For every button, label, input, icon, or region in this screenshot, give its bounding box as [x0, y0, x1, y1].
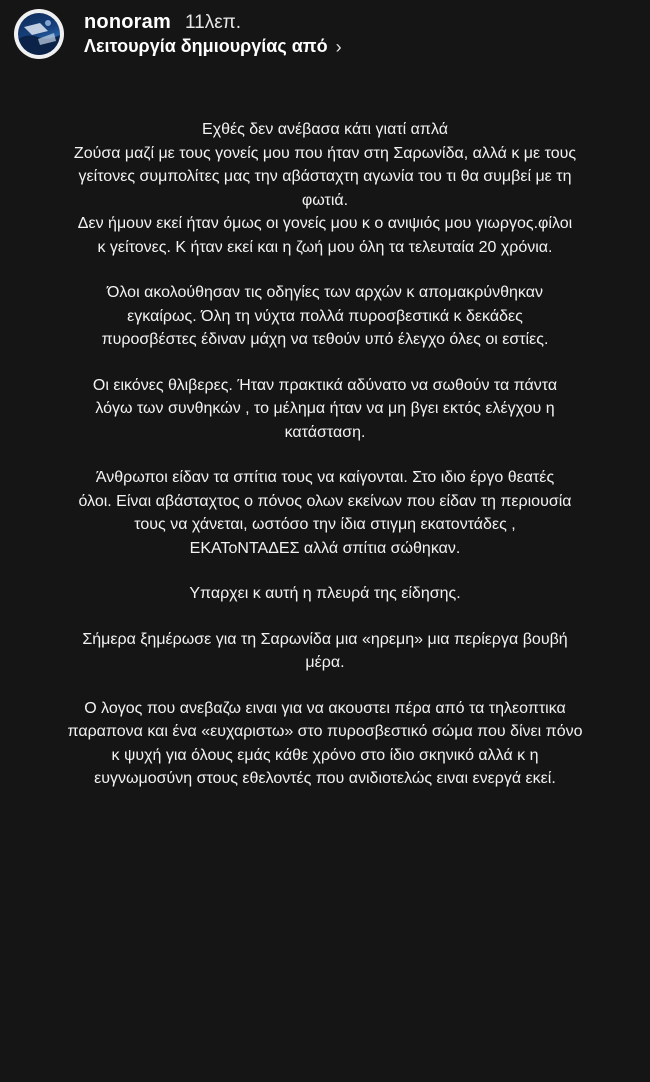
story-header: [14, 8, 342, 60]
story-text-line: κατάσταση.: [284, 423, 366, 441]
story-paragraph: [20, 697, 630, 791]
story-text-line: Εχθές δεν ανέβασα κάτι γιατί απλά: [202, 121, 448, 138]
story-text-line: Οι εικόνες θλιβερες. Ήταν πρακτικά αδύνατο να σωθούν τα πάντα: [92, 376, 558, 394]
story-text-line: λόγω των συνθηκών , το μέλημα ήταν να μη βγει εκτός ελέγχου η: [95, 400, 555, 417]
story-text-line: κ ψυχή για όλους εμάς κάθε χρόνο στο ίδιο σκηνικό αλλά κ η: [111, 746, 539, 764]
story-text-line: ευγνωμοσύνη στους εθελοντές που ανιδιοτελώς ειναι ενεργά εκεί.: [94, 770, 556, 787]
story-text-line: μέρα.: [305, 654, 345, 671]
story-paragraph: [20, 281, 630, 352]
story-paragraph: [20, 466, 630, 560]
story-text-line: τους να χάνεται, ωστόσο την ίδια στιγμη εκατοντάδες ,: [134, 516, 516, 533]
story-text-line: Δεν ήμουν εκεί ήταν όμως οι γονείς μου κ ο ανιψιός μου γιωργος.φίλοι: [77, 215, 573, 232]
story-paragraph: [20, 118, 630, 259]
story-text-line: Άνθρωποι είδαν τα σπίτια τους να καίγονται. Στο ιδιο έργο θεατές: [95, 469, 555, 486]
profile-photo-icon: [18, 13, 60, 55]
story-text-line: όλοι. Είναι αβάσταχτος ο πόνος ολων εκείνων που είδαν τη περιουσία: [78, 492, 572, 510]
username[interactable]: nonoram: [84, 11, 171, 33]
story-paragraph: [20, 582, 630, 606]
story-text-line: Υπαρχει κ αυτή η πλευρά της είδησης.: [189, 585, 461, 602]
create-mode-label: Λειτουργία δημιουργίας από: [84, 36, 328, 56]
story-text-line: φωτιά.: [301, 191, 349, 209]
story-text-line: ΕΚΑΤοΝΤΑΔΕΣ αλλά σπίτια σώθηκαν.: [189, 539, 461, 557]
avatar[interactable]: [14, 9, 64, 59]
post-time: 11λεπ.: [184, 12, 242, 33]
story-text-line: εγκαίρως. Όλη τη νύχτα πολλά πυροσβεστικά κ δεκάδες: [127, 307, 523, 325]
story-text-line: πυροσβέστες έδιναν μάχη να τεθούν υπό έλεγχο όλες οι εστίες.: [101, 331, 549, 348]
story-text-line: κ γείτονες. Κ ήταν εκεί και η ζωή μου όλη τα τελευταία 20 χρόνια.: [97, 238, 553, 256]
story-text-line: Ζούσα μαζί με τους γονείς μου που ήταν στη Σαρωνίδα, αλλά κ με τους: [73, 144, 577, 162]
story-text: [20, 118, 630, 813]
story-paragraph: [20, 374, 630, 445]
chevron-right-icon: ›: [335, 36, 342, 57]
story-paragraph: [20, 628, 630, 675]
create-mode-link[interactable]: [84, 36, 342, 57]
story-text-line: Σήμερα ξημέρωσε για τη Σαρωνίδα μια «ηρεμη» μια περίεργα βουβή: [82, 630, 568, 648]
story-text-line: Ο λογος που ανεβαζω ειναι για να ακουστει πέρα από τα τηλεοπτικα: [84, 699, 566, 717]
story-text-line: παραπονα και ένα «ευχαριστω» στο πυροσβεστικό σώμα που δίνει πόνο: [67, 723, 583, 740]
story-text-line: γείτονες συμπολίτες μας την αβάσταχτη αγωνία του τι θα συμβεί με τη: [78, 168, 572, 185]
user-info: [84, 11, 342, 57]
story-text-line: Όλοι ακολούθησαν τις οδηγίες των αρχών κ απομακρύνθηκαν: [107, 284, 543, 301]
